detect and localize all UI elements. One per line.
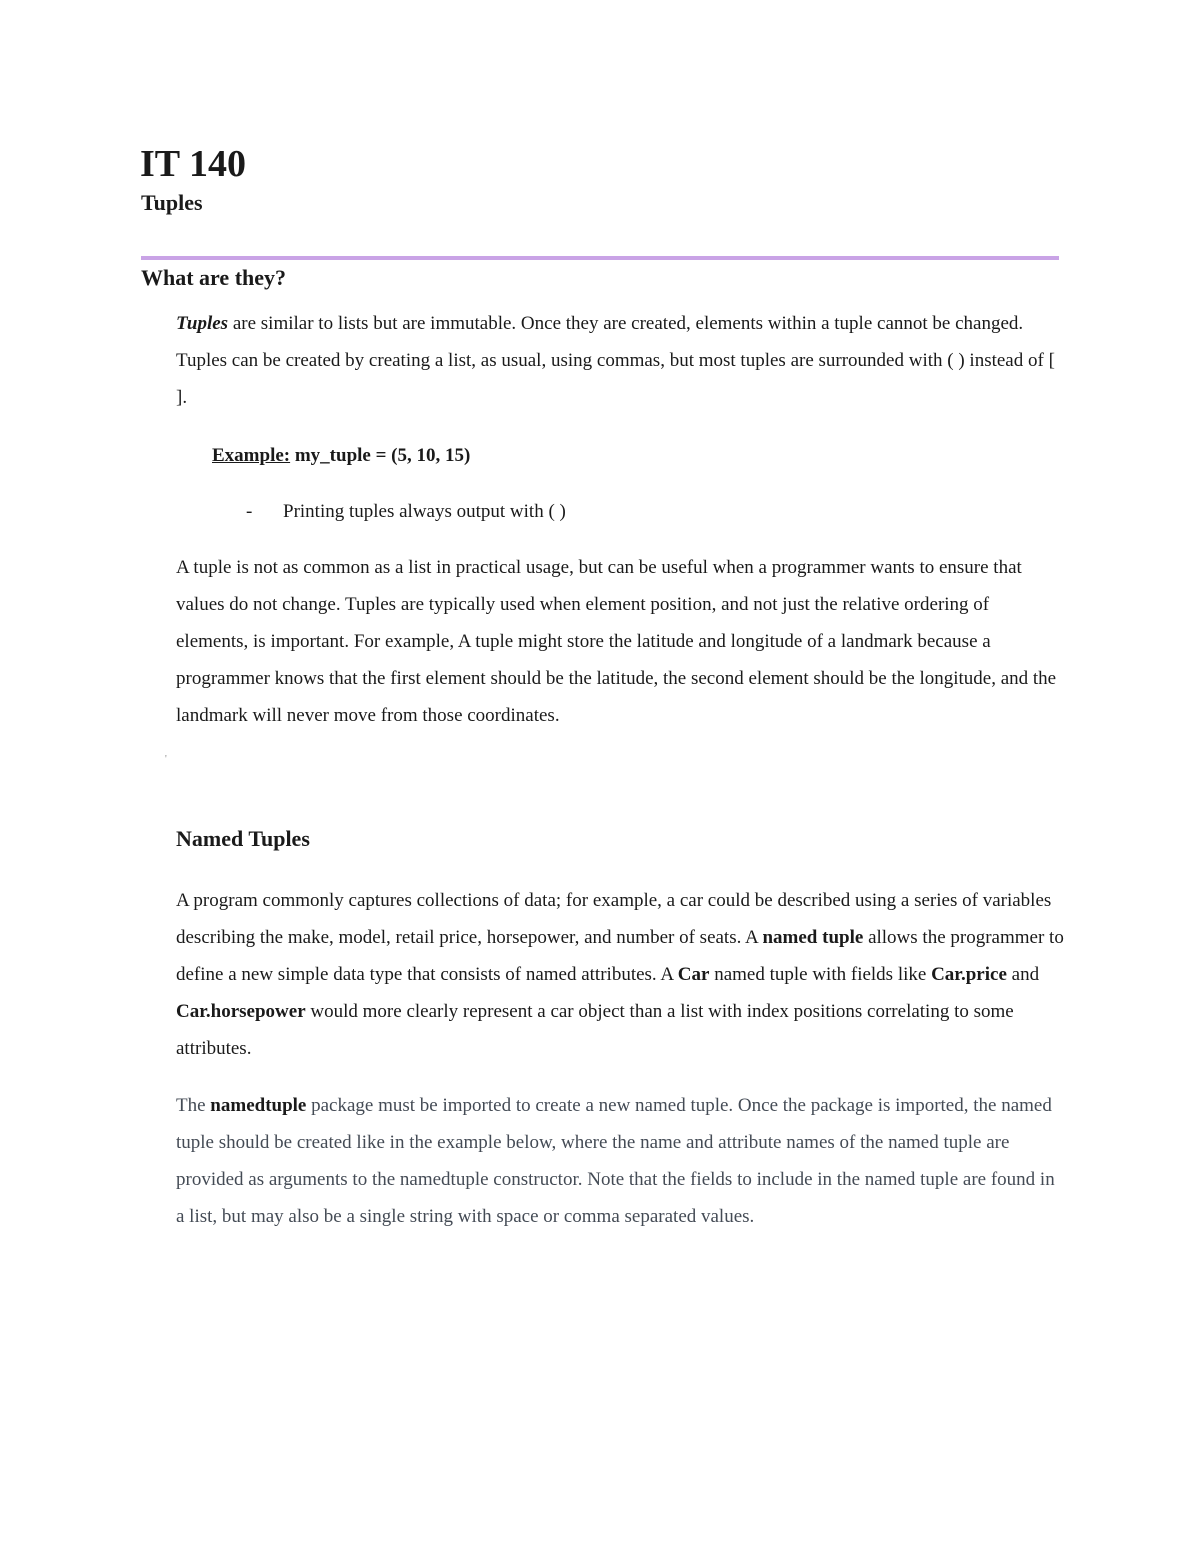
- bullet-text: Printing tuples always output with ( ): [283, 501, 566, 522]
- text-run: and: [1006, 964, 1040, 985]
- document-subtitle: Tuples: [141, 190, 203, 215]
- term-named-tuple: named tuple: [762, 927, 864, 948]
- text-run: The: [176, 1095, 211, 1116]
- term-namedtuple: namedtuple: [210, 1095, 307, 1116]
- namedtuple-package-paragraph: [176, 1087, 1066, 1235]
- section-divider: [141, 256, 1059, 260]
- named-tuples-paragraph: [176, 882, 1066, 1067]
- text-run: allows the programmer to define a new simple data type that consists of named attributes. A: [176, 927, 1064, 985]
- tuples-intro-text: are similar to lists but are immutable. Once they are created, elements within a tuple cannot be changed. Tuples can be created by creating a list, as usual, using commas, but most tuples are surrounded with ( ) instead of [ ].: [176, 313, 1055, 408]
- tuples-term: Tuples: [176, 313, 229, 334]
- text-run: would more clearly represent a car object than a list with index positions correlating to some attributes.: [176, 1001, 1014, 1059]
- text-run: A program commonly captures collections of data; for example, a car could be described using a series of variables describing the make, model, retail price, horsepower, and number of seats. A: [176, 890, 1052, 948]
- example-line: [212, 437, 470, 474]
- term-car: Car: [677, 964, 710, 985]
- section-heading-what-are-they: What are they?: [141, 265, 287, 290]
- term-car-price: Car.price: [931, 964, 1007, 985]
- bullet-dash: -: [246, 501, 253, 522]
- stray-mark: ': [165, 754, 167, 765]
- section-heading-named-tuples: Named Tuples: [176, 826, 310, 851]
- example-code: my_tuple = (5, 10, 15): [290, 445, 471, 466]
- term-car-horsepower: Car.horsepower: [176, 1001, 306, 1022]
- text-run: named tuple with fields like: [709, 964, 932, 985]
- example-label: Example:: [212, 445, 291, 466]
- tuples-intro-paragraph: [176, 305, 1066, 416]
- tuple-usage-paragraph: A tuple is not as common as a list in practical usage, but can be useful when a programmer wants to ensure that values do not change. Tuples are typically used when element position, and not just the relative ordering of elements, is important. For example, A tuple might store the latitude and longitude of a landmark because a programmer knows that the first element should be the latitude, the second element should be the longitude, and the landmark will never move from those coordinates.: [176, 557, 1057, 726]
- text-run: package must be imported to create a new named tuple. Once the package is imported, the named tuple should be created like in the example below, where the name and attribute names of the named tuple are provided as arguments to the namedtuple constructor. Note that the fields to include in the named tuple are found in a list, but may also be a single string with space or comma separated values.: [176, 1095, 1055, 1227]
- course-title: IT 140: [140, 143, 246, 185]
